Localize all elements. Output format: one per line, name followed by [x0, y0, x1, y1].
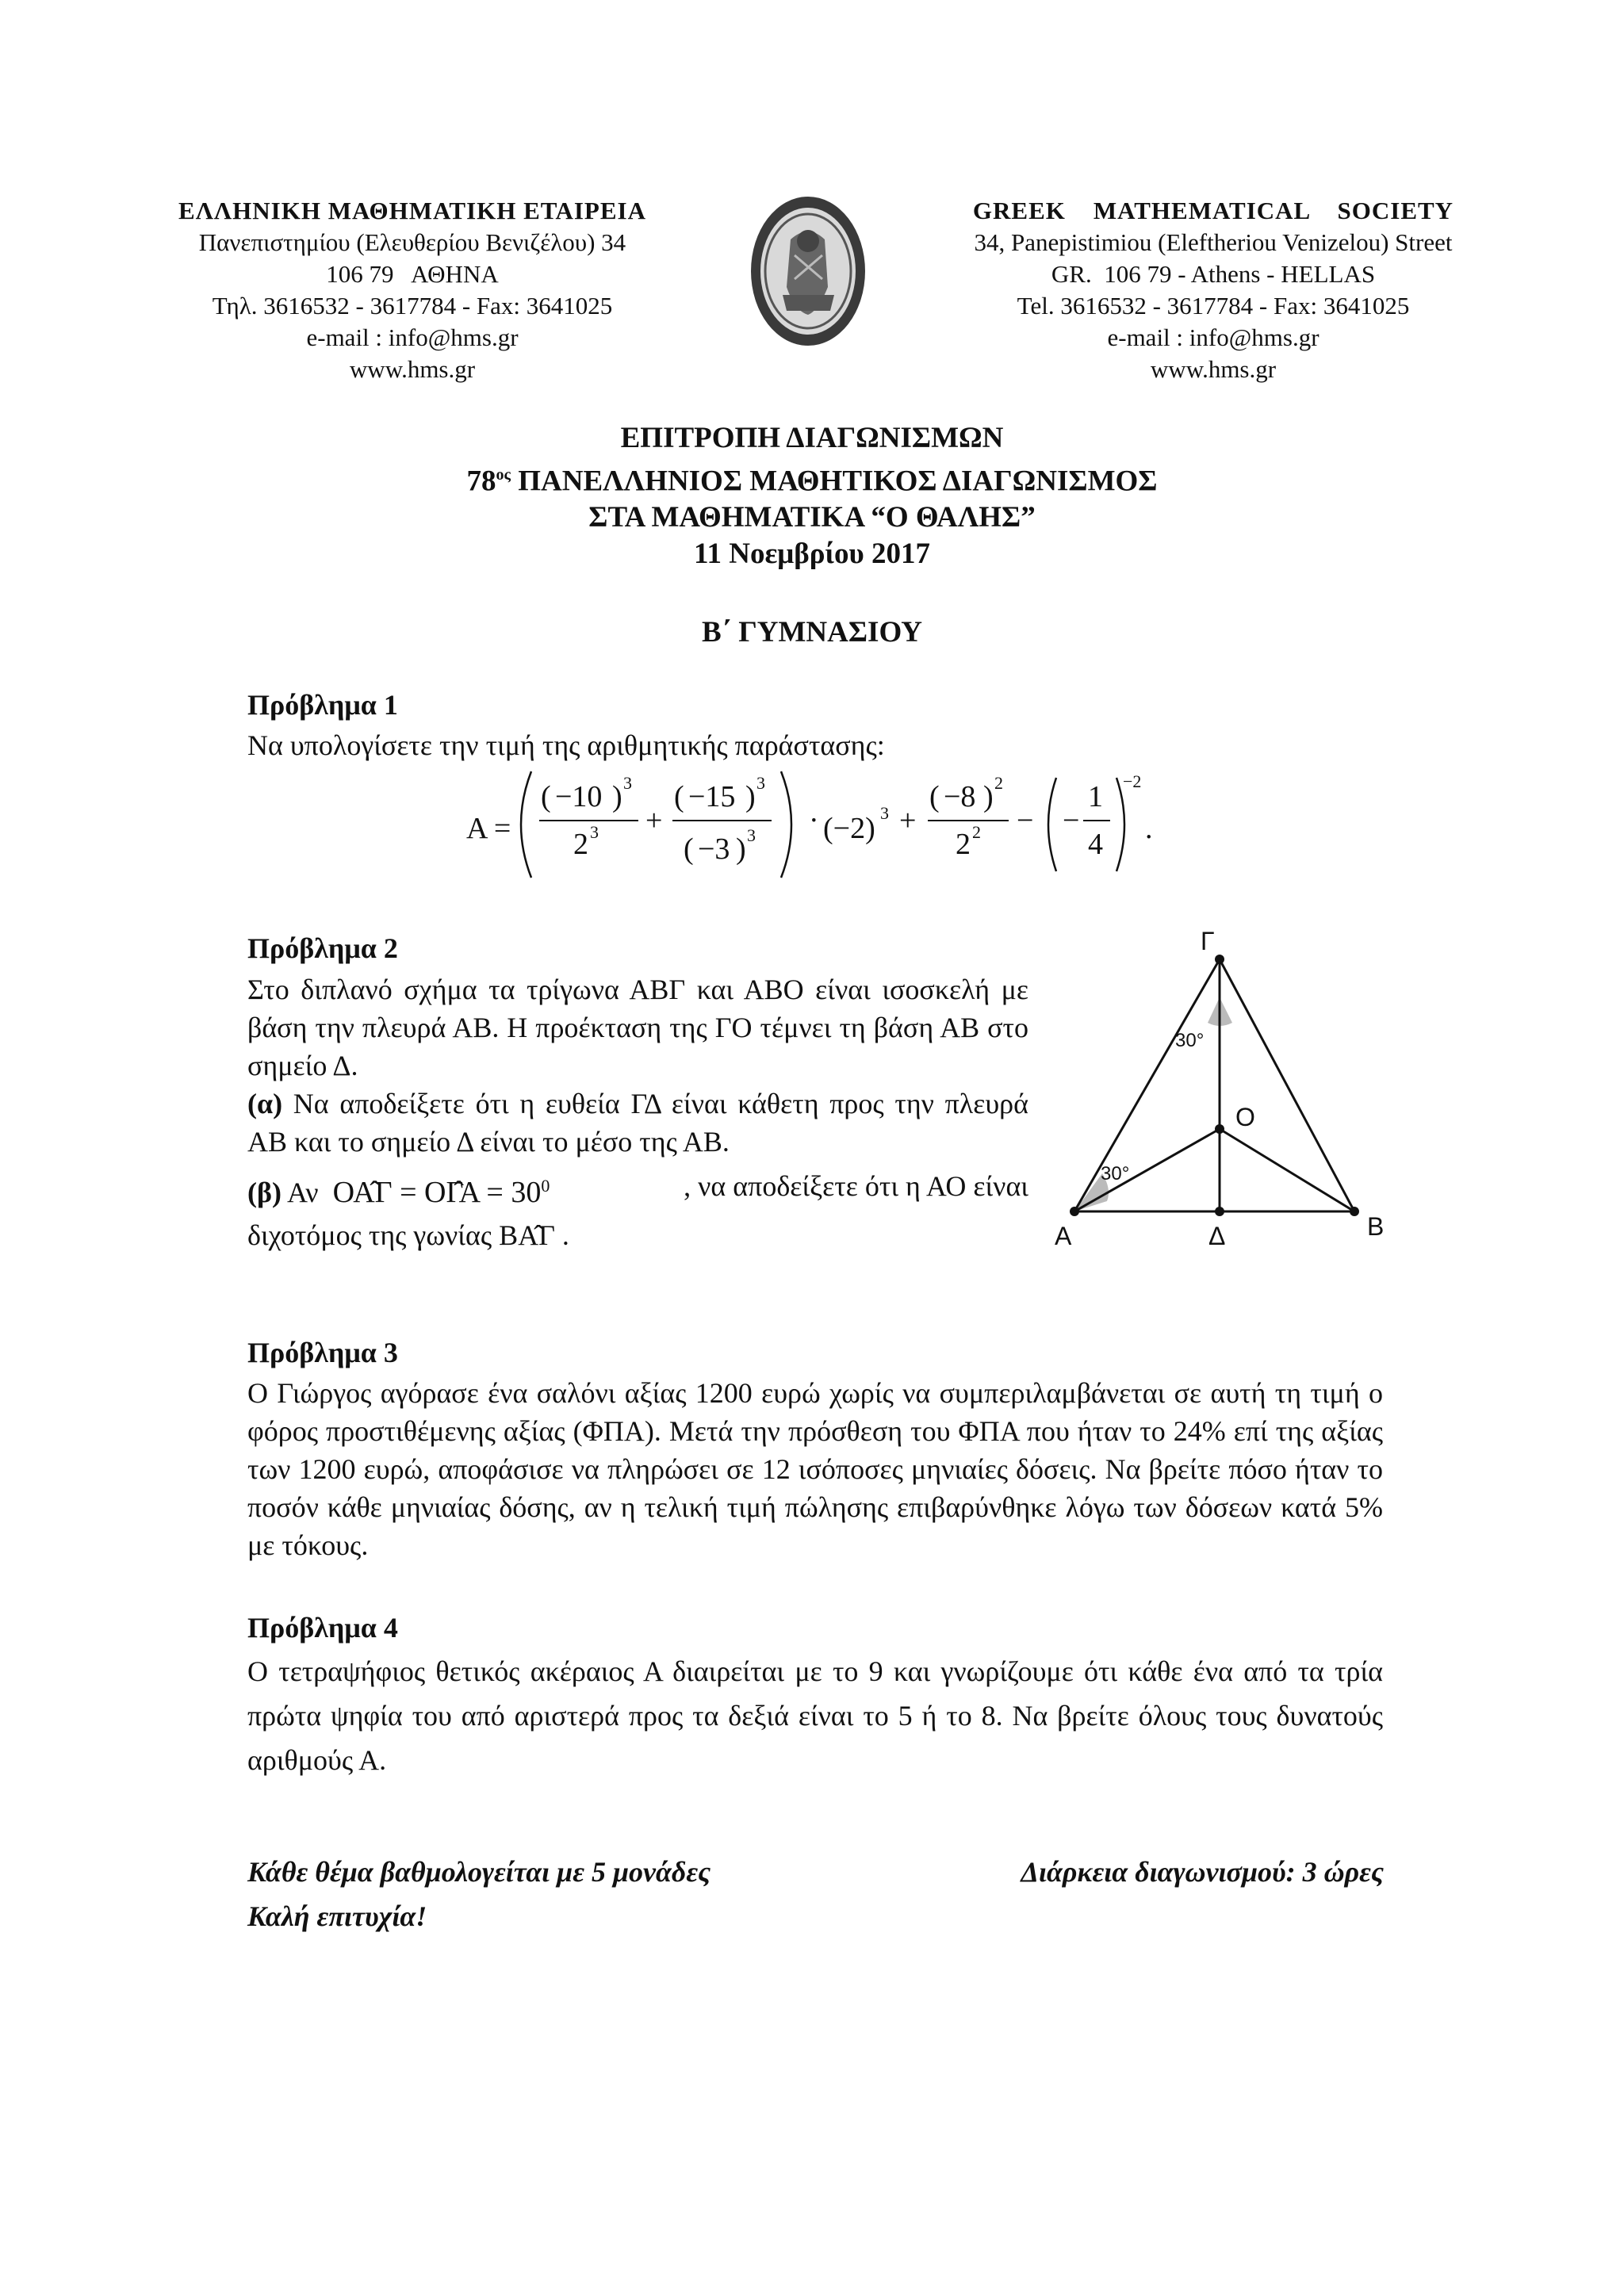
svg-text:(−2): (−2)	[823, 812, 875, 845]
footer-duration: Διάρκεια διαγωνισμού: 3 ώρες	[1021, 1856, 1384, 1888]
svg-text:): )	[736, 832, 746, 866]
svg-text:−3: −3	[698, 832, 730, 866]
angle-equation: ΟΑ̂Γ = ΟΓ̂Α = 30	[332, 1176, 542, 1209]
problem2-intro: Στο διπλανό σχήμα τα τρίγωνα ΑΒΓ και ΑΒΟ είναι ισοσκελή με βάση την πλευρά ΑΒ. Η προέκταση της ΓΟ τέμνει τη βάση ΑΒ στο σημείο Δ.	[247, 974, 1028, 1081]
city-greek: 106 79 ΑΘΗΝΑ	[326, 260, 499, 288]
svg-text:(: (	[684, 832, 694, 866]
city-english: GR. 106 79 - Athens - HELLAS	[1051, 260, 1376, 288]
org-name-greek: ΕΛΛΗΝΙΚΗ ΜΑΘΗΜΑΤΙΚΗ ΕΤΑΙΡΕΙΑ	[178, 197, 646, 224]
part-b-label: (β)	[247, 1177, 282, 1208]
svg-text:4: 4	[1088, 828, 1103, 861]
part-b-text: , να αποδείξετε ότι η ΑΟ είναι	[684, 1170, 1028, 1202]
header-left	[151, 195, 674, 385]
triangle-figure	[1039, 928, 1404, 1261]
header-right	[948, 195, 1479, 385]
email-english: e-mail : info@hms.gr	[1107, 323, 1320, 351]
problem1-title: Πρόβλημα 1	[247, 689, 398, 721]
committee-title: ΕΠΙΤΡΟΠΗ ΔΙΑΓΩΝΙΣΜΩΝ	[620, 422, 1004, 454]
svg-text:(: (	[541, 780, 551, 813]
vertex-label-b: Β	[1367, 1212, 1385, 1241]
svg-text:3: 3	[747, 825, 756, 845]
problem2-part-b-line2: διχοτόμος της γωνίας ΒΑ̂Γ .	[247, 1219, 569, 1251]
angle-label-top: 30°	[1175, 1030, 1205, 1051]
org-name-english: GREEK MATHEMATICAL SOCIETY	[972, 197, 1454, 224]
address-greek: Πανεπιστημίου (Ελευθερίου Βενιζέλου) 34	[198, 228, 626, 256]
seal-logo-icon	[747, 192, 870, 350]
problem1-text: Να υπολογίσετε την τιμή της αριθμητικής παράστασης:	[247, 729, 885, 761]
problem3-title: Πρόβλημα 3	[247, 1337, 398, 1368]
svg-text:): )	[745, 780, 756, 813]
address-english: 34, Panepistimiou (Eleftheriou Venizelou) Street	[974, 228, 1453, 256]
svg-text:−8: −8	[944, 780, 976, 813]
svg-text:·: ·	[809, 804, 819, 837]
svg-text:1: 1	[1088, 780, 1103, 813]
svg-text:−2: −2	[1123, 771, 1142, 791]
svg-text:(: (	[674, 780, 684, 813]
vertex-label-d: Δ	[1208, 1222, 1226, 1250]
svg-text:+: +	[645, 804, 663, 837]
angle-label-left: 30°	[1101, 1163, 1130, 1184]
problem2-title: Πρόβλημα 2	[247, 932, 398, 964]
svg-text:2: 2	[573, 828, 588, 861]
footer-wish: Καλή επιτυχία!	[247, 1900, 427, 1932]
svg-text:2: 2	[972, 822, 981, 842]
expr-lhs: Α =	[466, 812, 511, 845]
web-greek: www.hms.gr	[349, 355, 476, 383]
svg-text:3: 3	[880, 803, 889, 823]
svg-text:−: −	[1063, 804, 1080, 837]
svg-text:3: 3	[590, 822, 599, 842]
problem4-text: Ο τετραψήφιος θετικός ακέραιος Α διαιρείται με το 9 και γνωρίζουμε ότι κάθε ένα από τα τρία πρώτα ψηφία του από αριστερά προς τα δεξιά είναι το 5 ή το 8. Να βρείτε όλους τους δυνατούς αριθμούς Α.	[247, 1655, 1383, 1776]
subject-title: ΣΤΑ ΜΑΘΗΜΑΤΙΚΑ “Ο ΘΑΛΗΣ”	[588, 501, 1036, 534]
svg-text:−15: −15	[688, 780, 736, 813]
part-a-label: (α)	[247, 1088, 283, 1119]
problem2-part-a	[247, 1085, 1028, 1161]
svg-text:+: +	[899, 804, 917, 837]
svg-text:.: .	[1145, 812, 1153, 845]
svg-text:−: −	[1017, 804, 1034, 837]
svg-text:2: 2	[994, 773, 1003, 793]
problem3-text: Ο Γιώργος αγόρασε ένα σαλόνι αξίας 1200 ευρώ χωρίς να συμπεριλαμβάνεται σε αυτή τη τιμή ο φόρος προστιθέμενης αξίας (ΦΠΑ). Μετά την πρόσθεση του ΦΠΑ που ήταν το 24% επί της αξίας των 1200 ευρώ, αποφάσισε να πληρώσει σε 12 ισόποσες μηνιαίες δόσεις. Να βρείτε πόσο ήταν το ποσόν κάθε μηνιαίας δόσης, αν η τελική τιμή πώλησης επιβαρύνθηκε λόγω των δόσεων κατά 5% με τόκους.	[247, 1377, 1383, 1561]
vertex-label-g: Γ	[1201, 928, 1215, 955]
date-title: 11 Νοεμβρίου 2017	[694, 538, 930, 571]
footer-points: Κάθε θέμα βαθμολογείται με 5 μονάδες	[247, 1856, 711, 1888]
email-greek: e-mail : info@hms.gr	[306, 323, 519, 351]
part-a-text: Να αποδείξετε ότι η ευθεία ΓΔ είναι κάθετη προς την πλευρά ΑΒ και το σημείο Δ είναι το μέσο της ΑΒ.	[247, 1088, 1029, 1158]
svg-text:(: (	[929, 780, 940, 813]
svg-text:3: 3	[623, 773, 632, 793]
title-block	[0, 420, 1624, 572]
problem2-part-b: (β) Αν ΟΑ̂Γ = ΟΓ̂Α = $30^0$ , να αποδείξετε ότι η ΑΟ είναι	[247, 1167, 1028, 1211]
svg-text:): )	[983, 780, 994, 813]
svg-text:): )	[612, 780, 622, 813]
contest-title: $78^{o\varsigma}$ ΠΑΝΕΛΛΗΝΙΟΣ ΜΑΘΗΤΙΚΟΣ ΔΙΑΓΩΝΙΣΜΟΣ	[466, 465, 1158, 498]
vertex-label-a: Α	[1055, 1222, 1072, 1250]
svg-text:2: 2	[956, 828, 971, 861]
phone-english: Tel. 3616532 - 3617784 - Fax: 3641025	[1017, 292, 1410, 320]
phone-greek: Τηλ. 3616532 - 3617784 - Fax: 3641025	[212, 292, 613, 320]
svg-text:3: 3	[756, 773, 765, 793]
problem4-title: Πρόβλημα 4	[247, 1612, 398, 1644]
grade-title: Β΄ ΓΥΜΝΑΣΙΟΥ	[701, 616, 922, 649]
svg-text:−10: −10	[555, 780, 603, 813]
vertex-label-o: Ο	[1235, 1103, 1255, 1131]
web-english: www.hms.gr	[1150, 355, 1277, 383]
problem1-expression	[444, 765, 1158, 884]
